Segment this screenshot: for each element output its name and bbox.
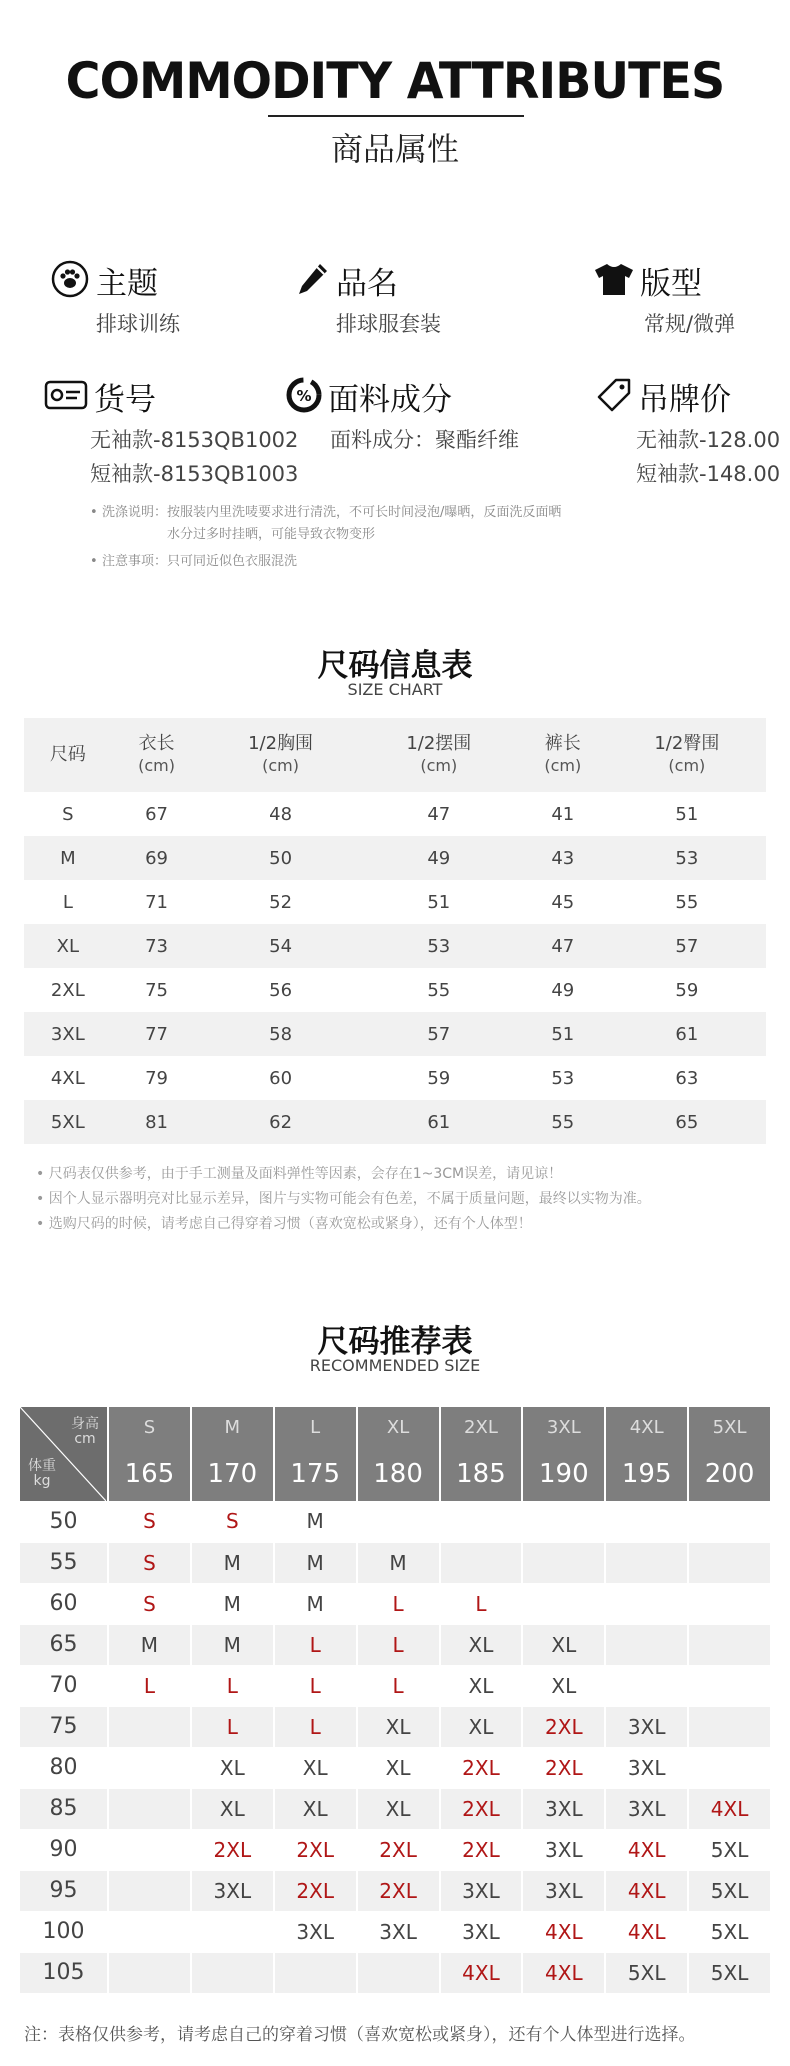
- card-icon: [44, 379, 88, 415]
- attr-theme-name: 主题: [96, 266, 158, 302]
- size-row: [24, 1012, 766, 1056]
- note-text: 只可同近似色衣服混洗: [167, 554, 298, 569]
- recommend-cell: 5XL: [688, 1952, 771, 1993]
- recommend-cell: XL: [357, 1788, 440, 1829]
- recommend-cell: XL: [357, 1747, 440, 1788]
- corner-weight-unit: kg: [33, 1473, 51, 1489]
- size-cell: 52: [269, 891, 293, 913]
- note-label: 注意事项：: [102, 554, 168, 569]
- size-cell: 75: [145, 979, 169, 1001]
- disclaimer-1: • 尺码表仅供参考，由于手工测量及面料弹性等因素，会存在1~3CM误差，请见谅！: [36, 1166, 563, 1182]
- recommend-cell: S: [108, 1583, 191, 1624]
- recommend-cell: 4XL: [605, 1911, 688, 1952]
- recommend-cell: 3XL: [605, 1747, 688, 1788]
- recommend-cell: [688, 1747, 771, 1788]
- recommend-cell: 2XL: [357, 1870, 440, 1911]
- size-chart-subtitle: SIZE CHART: [347, 680, 443, 699]
- recommend-cell: 4XL: [605, 1870, 688, 1911]
- size-header: 4XL: [605, 1407, 688, 1447]
- recommend-cell: [357, 1952, 440, 1993]
- recommend-cell: L: [357, 1624, 440, 1665]
- recommend-cell: [688, 1501, 771, 1542]
- recommend-cell: L: [274, 1624, 357, 1665]
- size-header: 5XL: [688, 1407, 771, 1447]
- recommend-cell: M: [191, 1624, 274, 1665]
- weight-cell: 65: [20, 1624, 108, 1665]
- title-divider: [268, 115, 524, 117]
- size-cell: 61: [675, 1023, 699, 1045]
- height-header: 180: [357, 1447, 440, 1501]
- recommend-cell: M: [191, 1542, 274, 1583]
- pencil-icon: [296, 261, 330, 301]
- recommend-cell: [108, 1952, 191, 1993]
- recommend-cell: 2XL: [440, 1747, 523, 1788]
- paw-icon: [50, 259, 90, 303]
- weight-cell: 50: [20, 1501, 108, 1542]
- recommend-row: [20, 1952, 771, 1993]
- recommend-cell: XL: [357, 1706, 440, 1747]
- recommend-row: [20, 1501, 771, 1542]
- size-cell: S: [62, 803, 74, 825]
- recommend-cell: XL: [274, 1747, 357, 1788]
- recommend-row: [20, 1911, 771, 1952]
- recommend-cell: L: [357, 1665, 440, 1706]
- corner-height-label: 身高: [71, 1416, 99, 1432]
- recommend-cell: 4XL: [688, 1788, 771, 1829]
- size-cell: M: [60, 847, 76, 869]
- weight-cell: 105: [20, 1952, 108, 1993]
- recommend-cell: [108, 1870, 191, 1911]
- size-cell: 61: [427, 1111, 451, 1133]
- size-cell: 77: [145, 1023, 169, 1045]
- recommend-cell: 3XL: [357, 1911, 440, 1952]
- recommend-row: [20, 1829, 771, 1870]
- recommend-subtitle: RECOMMENDED SIZE: [309, 1356, 481, 1375]
- attr-tag-price: [596, 374, 780, 491]
- recommend-cell: 4XL: [522, 1911, 605, 1952]
- recommend-cell: M: [191, 1583, 274, 1624]
- recommend-cell: L: [191, 1706, 274, 1747]
- wash-label: 洗涤说明：: [102, 505, 168, 520]
- size-disclaimers: [36, 1162, 651, 1237]
- size-cell: 45: [551, 891, 575, 913]
- recommend-cell: [688, 1706, 771, 1747]
- attr-fabric: [286, 374, 519, 457]
- recommend-cell: XL: [522, 1665, 605, 1706]
- weight-cell: 85: [20, 1788, 108, 1829]
- size-cell: 4XL: [50, 1067, 85, 1089]
- attr-fabric-label: 面料成分: [328, 382, 452, 418]
- recommend-row: [20, 1788, 771, 1829]
- size-cell: 69: [145, 847, 169, 869]
- recommend-cell: XL: [440, 1706, 523, 1747]
- recommend-cell: 4XL: [522, 1952, 605, 1993]
- recommend-cell: [108, 1788, 191, 1829]
- recommend-cell: [191, 1952, 274, 1993]
- size-cell: 60: [269, 1067, 293, 1089]
- recommend-cell: 3XL: [440, 1911, 523, 1952]
- recommend-cell: [605, 1665, 688, 1706]
- recommend-cell: XL: [440, 1665, 523, 1706]
- recommend-cell: [108, 1706, 191, 1747]
- recommend-cell: 5XL: [688, 1870, 771, 1911]
- size-row: [24, 792, 766, 836]
- recommend-cell: [440, 1542, 523, 1583]
- recommend-cell: L: [191, 1665, 274, 1706]
- tshirt-icon: [594, 262, 634, 300]
- size-cell: 55: [675, 891, 699, 913]
- care-notes: • 洗涤说明： 按服装内里洗唛要求进行清洗，不可长时间浸泡/曝晒，反面洗反面晒 水分过多时挂晒，可能导致衣物变形 • 注意事项： 只可同近似色衣服混洗: [90, 502, 561, 573]
- size-cell: 47: [551, 935, 575, 957]
- size-header: S: [108, 1407, 191, 1447]
- recommend-cell: M: [108, 1624, 191, 1665]
- attr-product-name-value: 排球服套装: [336, 312, 441, 336]
- size-cell: L: [62, 891, 73, 913]
- size-cell: 55: [551, 1111, 575, 1133]
- wash-instruction-2: 水分过多时挂晒，可能导致衣物变形: [167, 527, 376, 542]
- recommend-cell: [108, 1747, 191, 1788]
- attr-theme-value: 排球训练: [96, 312, 180, 336]
- size-cell: 65: [675, 1111, 699, 1133]
- recommend-cell: 4XL: [440, 1952, 523, 1993]
- size-row: [24, 1100, 766, 1144]
- title-english: COMMODITY ATTRIBUTES: [65, 52, 725, 110]
- attr-tag-price-label: 吊牌价: [638, 382, 731, 418]
- size-cell: 58: [269, 1023, 293, 1045]
- recommend-cell: 3XL: [522, 1829, 605, 1870]
- recommend-cell: 5XL: [605, 1952, 688, 1993]
- recommend-cell: [605, 1542, 688, 1583]
- size-cell: 3XL: [50, 1023, 85, 1045]
- attr-item-number: [44, 374, 298, 491]
- recommend-cell: [108, 1911, 191, 1952]
- recommend-table: [20, 1407, 772, 1994]
- size-cell: 57: [675, 935, 699, 957]
- attr-item-number-value-2: 短袖款-8153QB1003: [90, 462, 299, 486]
- attr-fit: [594, 258, 735, 341]
- recommend-cell: S: [191, 1501, 274, 1542]
- price-tag-icon: [596, 377, 632, 417]
- recommend-cell: 2XL: [522, 1747, 605, 1788]
- attr-fit-label: 版型: [640, 266, 702, 302]
- size-cell: 67: [145, 803, 169, 825]
- weight-cell: 100: [20, 1911, 108, 1952]
- size-cell: 49: [551, 979, 575, 1001]
- recommend-cell: 3XL: [440, 1870, 523, 1911]
- pants-length-col-header: 裤长 (cm): [544, 733, 582, 775]
- size-cell: 51: [551, 1023, 575, 1045]
- weight-cell: 55: [20, 1542, 108, 1583]
- disclaimer-3: • 选购尺码的时候，请考虑自己得穿着习惯（喜欢宽松或紧身），还有个人体型！: [36, 1216, 532, 1232]
- size-cell: 73: [145, 935, 169, 957]
- length-col-header: 衣长 (cm): [138, 733, 175, 775]
- attr-product-name: [296, 258, 441, 341]
- recommend-cell: 3XL: [522, 1870, 605, 1911]
- size-cell: 43: [551, 847, 575, 869]
- recommend-cell: L: [274, 1706, 357, 1747]
- recommend-footnote: 注：表格仅供参考，请考虑自己的穿着习惯（喜欢宽松或紧身），还有个人体型进行选择。: [24, 2025, 696, 2045]
- hem-col-header: 1/2摆围 (cm): [406, 733, 472, 775]
- size-cell: 54: [269, 935, 293, 957]
- recommend-cell: [688, 1542, 771, 1583]
- attr-item-number-label: 货号: [94, 382, 156, 418]
- size-col-header: 尺码: [49, 744, 86, 765]
- recommend-cell: 5XL: [688, 1911, 771, 1952]
- recommend-cell: [605, 1624, 688, 1665]
- recommend-cell: 3XL: [274, 1911, 357, 1952]
- recommend-cell: L: [274, 1665, 357, 1706]
- height-header: 195: [605, 1447, 688, 1501]
- recommend-cell: 3XL: [522, 1788, 605, 1829]
- recommend-cell: [605, 1583, 688, 1624]
- recommend-cell: M: [357, 1542, 440, 1583]
- size-cell: 55: [427, 979, 451, 1001]
- recommend-cell: L: [108, 1665, 191, 1706]
- size-chart-table: [24, 718, 766, 1144]
- recommend-row: [20, 1542, 771, 1583]
- recommend-cell: S: [108, 1501, 191, 1542]
- size-cell: 62: [269, 1111, 293, 1133]
- size-cell: 41: [551, 803, 575, 825]
- recommend-cell: 2XL: [522, 1706, 605, 1747]
- weight-cell: 90: [20, 1829, 108, 1870]
- size-cell: 63: [675, 1067, 699, 1089]
- size-cell: 56: [269, 979, 293, 1001]
- height-header: 170: [191, 1447, 274, 1501]
- size-cell: 49: [427, 847, 451, 869]
- size-cell: 59: [675, 979, 699, 1001]
- corner-weight-label: 体重: [28, 1458, 56, 1474]
- height-header: 165: [108, 1447, 191, 1501]
- size-cell: 51: [675, 803, 699, 825]
- size-cell: 79: [145, 1067, 169, 1089]
- size-cell: 81: [145, 1111, 169, 1133]
- size-chart-title: 尺码信息表: [317, 648, 473, 684]
- recommend-cell: 2XL: [274, 1829, 357, 1870]
- size-header: 2XL: [440, 1407, 523, 1447]
- recommend-row: [20, 1706, 771, 1747]
- recommend-title: 尺码推荐表: [317, 1324, 473, 1360]
- size-row: [24, 880, 766, 924]
- disclaimer-2: • 因个人显示器明亮对比显示差异，图片与实物可能会有色差，不属于质量问题，最终以实物为准。: [36, 1191, 651, 1207]
- recommend-cell: 2XL: [191, 1829, 274, 1870]
- recommend-cell: 4XL: [605, 1829, 688, 1870]
- recommend-cell: M: [274, 1583, 357, 1624]
- weight-cell: 75: [20, 1706, 108, 1747]
- attr-product-name-label: 品名: [336, 266, 398, 302]
- recommend-cell: 3XL: [605, 1706, 688, 1747]
- size-row: [24, 968, 766, 1012]
- recommend-cell: [688, 1583, 771, 1624]
- recommend-cell: [191, 1911, 274, 1952]
- height-header: 190: [522, 1447, 605, 1501]
- weight-cell: 60: [20, 1583, 108, 1624]
- attr-tag-price-value-2: 短袖款-148.00: [636, 462, 781, 486]
- recommend-cell: L: [440, 1583, 523, 1624]
- size-row: [24, 1056, 766, 1100]
- recommend-cell: 3XL: [191, 1870, 274, 1911]
- recommend-cell: XL: [191, 1788, 274, 1829]
- height-header: 185: [440, 1447, 523, 1501]
- recommend-cell: S: [108, 1542, 191, 1583]
- attr-fit-value: 常规/微弹: [644, 312, 736, 336]
- corner-height-unit: cm: [74, 1431, 96, 1447]
- recommend-cell: [440, 1501, 523, 1542]
- recommend-row: [20, 1665, 771, 1706]
- percent-icon: [286, 377, 322, 417]
- recommend-cell: 2XL: [440, 1788, 523, 1829]
- size-cell: 47: [427, 803, 451, 825]
- size-cell: 53: [427, 935, 451, 957]
- size-cell: 2XL: [50, 979, 85, 1001]
- recommend-cell: XL: [274, 1788, 357, 1829]
- weight-cell: 70: [20, 1665, 108, 1706]
- recommend-cell: XL: [522, 1624, 605, 1665]
- table-corner: [20, 1407, 108, 1501]
- weight-cell: 80: [20, 1747, 108, 1788]
- recommend-cell: 3XL: [605, 1788, 688, 1829]
- size-cell: 53: [675, 847, 699, 869]
- recommend-row: [20, 1870, 771, 1911]
- attr-theme: [50, 258, 180, 341]
- recommend-cell: [522, 1583, 605, 1624]
- wash-instruction: 按服装内里洗唛要求进行清洗，不可长时间浸泡/曝晒，反面洗反面晒: [167, 505, 562, 520]
- size-cell: 48: [269, 803, 293, 825]
- size-header: 3XL: [522, 1407, 605, 1447]
- attr-tag-price-value-1: 无袖款-128.00: [636, 428, 781, 452]
- recommend-cell: M: [274, 1501, 357, 1542]
- recommend-cell: L: [357, 1583, 440, 1624]
- recommend-cell: [688, 1624, 771, 1665]
- recommend-cell: 2XL: [357, 1829, 440, 1870]
- recommend-cell: XL: [440, 1624, 523, 1665]
- recommend-cell: M: [274, 1542, 357, 1583]
- recommend-cell: 5XL: [688, 1829, 771, 1870]
- size-cell: 71: [145, 891, 169, 913]
- size-header: M: [191, 1407, 274, 1447]
- hip-col-header: 1/2臀围 (cm): [654, 733, 720, 775]
- size-cell: 57: [427, 1023, 451, 1045]
- size-row: [24, 836, 766, 880]
- recommend-cell: [688, 1665, 771, 1706]
- recommend-cell: [108, 1829, 191, 1870]
- recommend-cell: [522, 1501, 605, 1542]
- size-cell: 59: [427, 1067, 451, 1089]
- size-cell: 51: [427, 891, 451, 913]
- size-cell: XL: [56, 935, 80, 957]
- recommend-row: [20, 1624, 771, 1665]
- recommend-cell: [357, 1501, 440, 1542]
- title-chinese: 商品属性: [330, 130, 459, 168]
- recommend-cell: [274, 1952, 357, 1993]
- size-cell: 53: [551, 1067, 575, 1089]
- recommend-cell: [605, 1501, 688, 1542]
- attr-item-number-value-1: 无袖款-8153QB1002: [90, 428, 299, 452]
- recommend-row: [20, 1747, 771, 1788]
- size-header: L: [274, 1407, 357, 1447]
- recommend-cell: 2XL: [274, 1870, 357, 1911]
- size-header: XL: [357, 1407, 440, 1447]
- chest-col-header: 1/2胸围 (cm): [248, 733, 314, 775]
- size-row: [24, 924, 766, 968]
- size-cell: 50: [269, 847, 293, 869]
- attr-fabric-value: 面料成分：聚酯纤维: [330, 428, 519, 452]
- size-cell: 5XL: [50, 1111, 85, 1133]
- height-header: 175: [274, 1447, 357, 1501]
- recommend-row: [20, 1583, 771, 1624]
- recommend-cell: 2XL: [440, 1829, 523, 1870]
- recommend-cell: XL: [191, 1747, 274, 1788]
- height-header: 200: [688, 1447, 771, 1501]
- svg-text:%: %: [296, 386, 312, 405]
- weight-cell: 95: [20, 1870, 108, 1911]
- recommend-cell: [522, 1542, 605, 1583]
